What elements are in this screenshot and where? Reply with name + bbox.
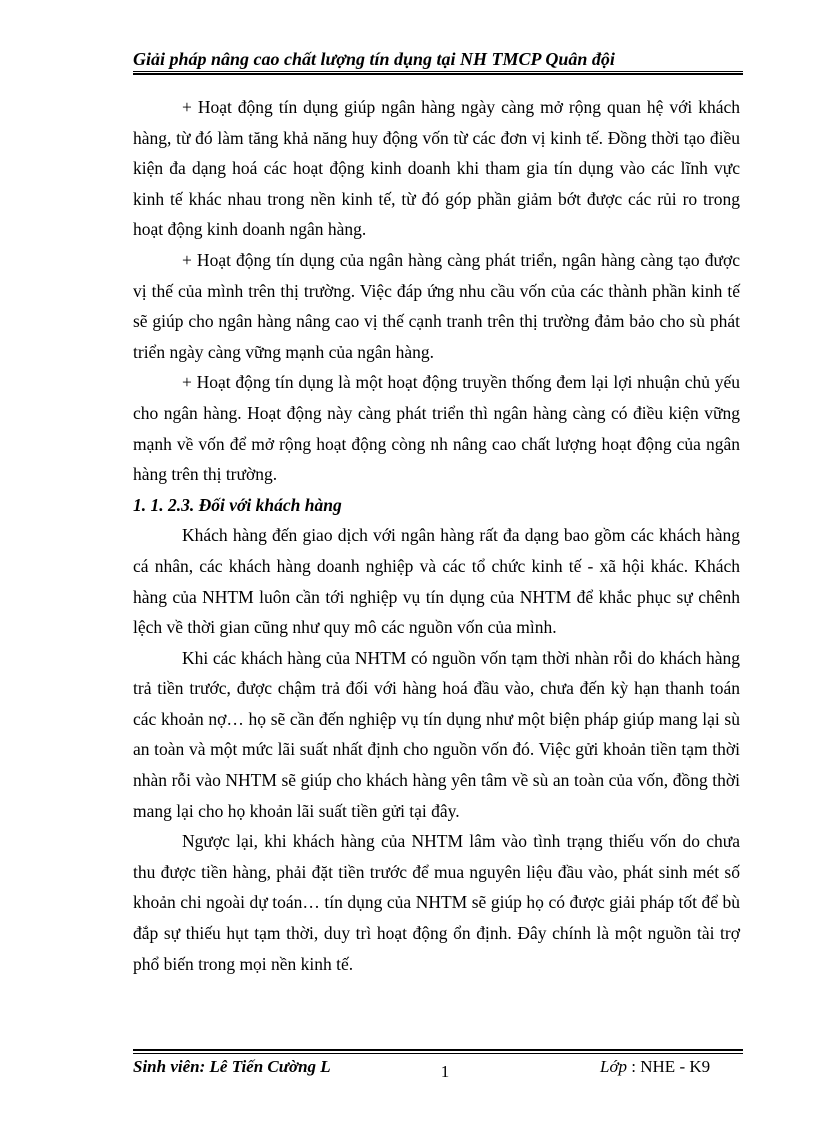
footer-rule-bottom [133, 1053, 743, 1054]
footer-class-label: Lớp [600, 1057, 628, 1076]
page-number: 1 [440, 1062, 450, 1081]
footer-class-value: : NHE - K9 [631, 1057, 711, 1076]
paragraph-4: Khách hàng đến giao dịch với ngân hàng rất đa dạng bao gồm các khách hàng cá nhân, các khách hàng doanh nghiệp và các tổ chức kinh tế - xã hội khác. Khách hàng của NHTM luôn cần tới nghiệp vụ tín dụng của NHTM để khắc phục sự chênh lệch về thời gian cũng như quy mô các nguồn vốn của mình. [133, 525, 740, 638]
paragraph-2: + Hoạt động tín dụng của ngân hàng càng phát triển, ngân hàng càng tạo được vị thế của mình trên thị trường. Việc đáp ứng nhu cầu vốn của các thành phần kinh tế sẽ giúp cho ngân hàng nâng cao vị thế cạnh tranh trên thị trường đảm bảo cho sù phát triển ngày càng vững mạnh của ngân hàng. [133, 249, 740, 362]
paragraph-3: + Hoạt động tín dụng là một hoạt động truyền thống đem lại lợi nhuận chủ yếu cho ngân hàng. Hoạt động này càng phát triển thì ngân hàng càng có điều kiện vững mạnh về vốn để mở rộng hoạt động còng nh nâng cao chất lượng hoạt động của ngân hàng trên thị trường. [133, 372, 740, 485]
header-rule-bottom [133, 73, 743, 75]
paragraph-5: Khi các khách hàng của NHTM có nguồn vốn tạm thời nhàn rỗi do khách hàng trả tiền trước, được chậm trả đối với hàng hoá đầu vào, chưa đến kỳ hạn thanh toán các khoản nợ… họ sẽ cần đến nghiệp vụ tín dụng như một biện pháp giúp mang lại sù an toàn và một mức lãi suất nhất định cho nguồn vốn đó. Việc gửi khoản tiền tạm thời nhàn rỗi vào NHTM sẽ giúp cho khách hàng yên tâm về sù an toàn của vốn, đồng thời mang lại cho họ khoản lãi suất tiền gửi tại đây. [133, 647, 740, 821]
header-rule-top [133, 71, 743, 72]
footer-rule-top [133, 1049, 743, 1051]
footer-class [600, 1057, 710, 1077]
running-header-title: Giải pháp nâng cao chất lượng tín dụng tại NH TMCP Quân đội [133, 49, 615, 69]
section-heading: 1. 1. 2.3. Đối với khách hàng [133, 494, 342, 515]
paragraph-6: Ngược lại, khi khách hàng của NHTM lâm vào tình trạng thiếu vốn do chưa thu được tiền hàng, phải đặt tiền trước để mua nguyên liệu đầu vào, phát sinh mét số khoản chi ngoài dự toán… tín dụng của NHTM sẽ giúp họ có được giải pháp tốt để bù đắp sự thiếu hụt tạm thời, duy trì hoạt động ổn định. Đây chính là một nguồn tài trợ phổ biến trong mọi nền kinh tế. [133, 831, 740, 974]
footer-student-name: Sinh viên: Lê Tiến Cường L [133, 1057, 331, 1076]
paragraph-1: + Hoạt động tín dụng giúp ngân hàng ngày càng mở rộng quan hệ với khách hàng, từ đó làm tăng khả năng huy động vốn từ các đơn vị kinh tế. Đồng thời tạo điều kiện đa dạng hoá các hoạt động kinh doanh khi tham gia tín dụng vào các lĩnh vực kinh tế khác nhau trong nền kinh tế, từ đó góp phần giảm bớt được các rủi ro trong hoạt động kinh doanh ngân hàng. [133, 97, 740, 240]
page-body [133, 92, 740, 979]
